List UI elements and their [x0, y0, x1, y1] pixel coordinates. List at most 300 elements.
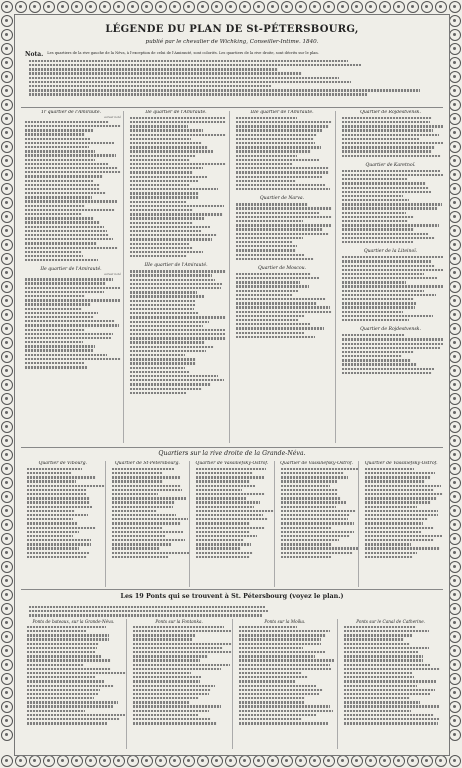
legend-entry [281, 547, 359, 549]
column-heading: Quartier de Rojdestvensk. [360, 110, 421, 115]
legend-entry [344, 689, 435, 691]
legend-entry [112, 493, 158, 495]
column-heading: Quartier de Vassiliefsky-Ostrof. [364, 461, 438, 466]
legend-entry [236, 176, 322, 178]
legend-entry [25, 200, 117, 202]
legend-entry [133, 630, 231, 632]
legend-entry [112, 531, 183, 533]
legend-entry [130, 362, 196, 364]
border-ornament-icon [1, 267, 13, 279]
border-ornament-icon [449, 755, 461, 767]
legend-entry [27, 476, 96, 478]
legend-entry [27, 547, 79, 549]
legend-entry [281, 476, 348, 478]
legend-entry [239, 710, 333, 712]
legend-entry [342, 355, 402, 357]
legend-entry [342, 294, 436, 296]
legend-entry [27, 705, 113, 707]
border-ornament-icon [1, 71, 13, 83]
legend-entry [25, 196, 92, 198]
legend-entry [236, 180, 296, 182]
legend-entry [236, 302, 317, 304]
border-ornament-icon [239, 755, 251, 767]
legend-entry [236, 216, 332, 218]
legend-entry [281, 514, 351, 516]
legend-entry [130, 205, 224, 207]
legend-entry [236, 332, 304, 334]
column-heading: IIIe quartier de l'Amirauté. [144, 263, 208, 269]
legend-entry [112, 480, 163, 482]
border-ornament-icon [449, 71, 461, 83]
column-heading: Quartier de Vassiliefsky-Ostrof. [280, 461, 354, 466]
legend-entry [239, 718, 303, 720]
border-ornament-icon [449, 267, 461, 279]
legend-entry [281, 472, 345, 474]
legend-entry [133, 701, 189, 703]
legend-entry [196, 506, 254, 508]
border-ornament-icon [449, 141, 461, 153]
legend-entry [365, 552, 416, 554]
legend-entry [342, 359, 411, 361]
legend-entry [27, 710, 85, 712]
border-ornament-icon [449, 463, 461, 475]
legend-entry [25, 171, 121, 173]
legend-entry [239, 722, 328, 724]
legend-entry [239, 643, 322, 645]
border-ornament-icon [1, 15, 13, 27]
legend-entry [365, 476, 431, 478]
bridges-column [337, 619, 443, 749]
border-ornament-icon [1, 659, 13, 671]
border-ornament-icon [183, 1, 195, 13]
border-ornament-icon [421, 1, 433, 13]
legend-entry [25, 150, 95, 152]
legend-entry [133, 626, 225, 628]
legend-entry [25, 184, 100, 186]
border-ornament-icon [449, 589, 461, 601]
legend-entry [130, 196, 199, 198]
legend-entry [344, 718, 438, 720]
legend-entry [236, 171, 329, 173]
legend-entry [236, 224, 331, 226]
legend-entry [25, 129, 93, 131]
border-ornament-icon [449, 197, 461, 209]
column-heading: Quartier de Narva. [259, 196, 305, 202]
legend-entry [29, 85, 271, 87]
border-ornament-icon [1, 281, 13, 293]
column-heading: Ponts sur la Moïka. [264, 619, 306, 624]
legend-entry [236, 254, 304, 256]
border-ornament-icon [449, 561, 461, 573]
border-ornament-icon [449, 435, 461, 447]
legend-entry [27, 493, 86, 495]
legend-entry [365, 497, 437, 499]
legend-entry [236, 336, 315, 338]
legend-entry [29, 606, 265, 608]
legend-entry [239, 664, 330, 666]
legend-entry [25, 308, 82, 310]
legend-entry [130, 163, 226, 165]
legend-entry [236, 327, 324, 329]
legend-entry [365, 514, 437, 516]
border-ornament-icon [449, 673, 461, 685]
legend-entry [112, 539, 186, 541]
legend-entry [29, 68, 278, 70]
legend-entry [344, 651, 417, 653]
legend-entry [27, 651, 95, 653]
legend-entry [130, 304, 195, 306]
legend-entry [27, 543, 91, 545]
border-ornament-icon [197, 755, 209, 767]
legend-entry [344, 693, 429, 695]
legend-entry [25, 163, 108, 165]
legend-entry [27, 497, 90, 499]
legend-entry [130, 329, 225, 331]
column-heading: Ponts de bateaux, sur la Grande-Néva. [32, 619, 115, 624]
legend-entry [130, 247, 193, 249]
legend-entry [29, 610, 268, 612]
border-ornament-icon [365, 755, 377, 767]
border-ornament-icon [449, 477, 461, 489]
legend-entry [27, 510, 75, 512]
border-ornament-icon [449, 393, 461, 405]
border-ornament-icon [43, 755, 55, 767]
legend-entry [342, 237, 435, 239]
legend-entry [25, 358, 121, 360]
legend-entry [365, 493, 443, 495]
legend-entry [342, 150, 432, 152]
border-ornament-icon [365, 1, 377, 13]
legend-entry [281, 543, 331, 545]
right-bank-column [358, 461, 443, 587]
notes-text-lines [25, 60, 439, 96]
legend-entry [342, 142, 443, 144]
legend-entry [25, 213, 82, 215]
border-ornament-icon [1, 505, 13, 517]
legend-entry [130, 125, 188, 127]
legend-entry [130, 337, 226, 339]
legend-entry [25, 133, 85, 135]
legend-entry [281, 501, 346, 503]
legend-entry [27, 489, 86, 491]
border-ornament-icon [1, 533, 13, 545]
legend-entry [236, 249, 296, 251]
legend-entry [130, 155, 195, 157]
border-ornament-icon [295, 755, 307, 767]
legend-entry [133, 693, 209, 695]
legend-entry [27, 552, 89, 554]
legend-entry [342, 220, 408, 222]
border-ornament-icon [1, 561, 13, 573]
legend-entry [236, 155, 297, 157]
legend-entry [196, 493, 265, 495]
legend-entry [25, 242, 97, 244]
legend-entry [25, 282, 106, 284]
legend-entry [342, 191, 431, 193]
legend-entry [27, 672, 126, 674]
border-ornament-icon [1, 29, 13, 41]
border-ornament-icon [379, 755, 391, 767]
legend-entry [342, 343, 443, 345]
right-bank-column [105, 461, 190, 587]
legend-entry [130, 201, 186, 203]
legend-entry [25, 125, 121, 127]
legend-entry [112, 485, 181, 487]
legend-entry [130, 379, 224, 381]
legend-entry [25, 259, 98, 261]
legend-entry [130, 142, 202, 144]
border-ornament-icon [393, 1, 405, 13]
legend-entry [130, 134, 226, 136]
legend-entry [344, 634, 412, 636]
legend-entry [25, 247, 118, 249]
legend-entry [133, 668, 221, 670]
legend-entry [25, 278, 113, 280]
legend-entry [133, 689, 212, 691]
legend-entry [196, 497, 245, 499]
legend-entry [342, 273, 424, 275]
legend-entry [25, 303, 91, 305]
legend-entry [29, 614, 262, 616]
border-ornament-icon [1, 603, 13, 615]
legend-entry [130, 291, 197, 293]
border-ornament-icon [99, 1, 111, 13]
legend-entry [342, 212, 406, 214]
legend-entry [344, 664, 430, 666]
legend-entry [196, 543, 251, 545]
legend-entry [281, 522, 354, 524]
border-ornament-icon [1, 197, 13, 209]
legend-entry [27, 647, 97, 649]
border-ornament-icon [421, 755, 433, 767]
legend-entry [112, 489, 182, 491]
legend-entry [130, 251, 203, 253]
legend-entry [27, 522, 77, 524]
legend-entry [27, 685, 114, 687]
legend-entry [236, 212, 319, 214]
legend-entry [236, 237, 303, 239]
legend-entry [130, 159, 190, 161]
legend-entry [236, 273, 311, 275]
border-ornament-icon [43, 1, 55, 13]
border-ornament-icon [1, 1, 13, 13]
border-ornament-icon [155, 1, 167, 13]
legend-entry [281, 485, 331, 487]
notes-block [25, 51, 439, 105]
legend-entry [239, 668, 331, 670]
legend-entry [196, 556, 250, 558]
border-ornament-icon [449, 127, 461, 139]
border-ornament-icon [281, 755, 293, 767]
border-ornament-icon [267, 755, 279, 767]
legend-entry [112, 527, 163, 529]
column-heading: Quartier de St-Pétersbourg. [114, 461, 180, 466]
legend-entry [133, 722, 218, 724]
legend-entry [130, 350, 206, 352]
border-ornament-icon [1, 435, 13, 447]
border-ornament-icon [113, 1, 125, 13]
legend-entry [236, 203, 308, 205]
legend-entry [130, 230, 201, 232]
legend-entry [27, 501, 90, 503]
border-ornament-icon [449, 295, 461, 307]
legend-entry [342, 290, 424, 292]
legend-entry [342, 277, 437, 279]
legend-column-4 [338, 110, 443, 445]
legend-entry [130, 316, 226, 318]
border-ornament-icon [449, 575, 461, 587]
legend-entry [130, 213, 223, 215]
border-ornament-icon [449, 29, 461, 41]
legend-entry [130, 176, 207, 178]
border-ornament-icon [169, 1, 181, 13]
legend-entry [281, 493, 337, 495]
legend-entry [342, 334, 404, 336]
border-ornament-icon [449, 155, 461, 167]
legend-entry [25, 255, 83, 257]
legend-entry [344, 630, 429, 632]
legend-entry [239, 689, 324, 691]
legend-entry [130, 295, 204, 297]
page-subtitle: publié par le chevalier de Wichking, Conseiller-Intime. 1840. [145, 39, 319, 45]
legend-entry [236, 163, 292, 165]
legend-entry [130, 150, 213, 152]
legend-entry [236, 138, 314, 140]
bridges-heading: Les 19 Ponts qui se trouvent à St. Pétersbourg (voyez le plan.) [120, 592, 344, 600]
border-ornament-icon [1, 575, 13, 587]
right-bank-heading: Quartiers sur la rive droite de la Grande-Néva. [158, 450, 306, 457]
legend-entry [27, 506, 92, 508]
document-page [14, 14, 450, 756]
border-ornament-icon [113, 755, 125, 767]
legend-entry [27, 693, 98, 695]
legend-entry [236, 315, 304, 317]
column-note: actuel noté [103, 272, 121, 277]
legend-entry [133, 655, 208, 657]
legend-entry [236, 258, 314, 260]
column-heading: Ponts sur le Canal de Catherine. [356, 619, 426, 624]
legend-entry [27, 722, 107, 724]
border-ornament-icon [169, 755, 181, 767]
border-ornament-icon [1, 85, 13, 97]
legend-entry [365, 531, 421, 533]
legend-entry [27, 472, 71, 474]
border-ornament-icon [1, 701, 13, 713]
legend-entry [342, 260, 431, 262]
legend-entry [112, 535, 166, 537]
border-ornament-icon [1, 309, 13, 321]
legend-entry [130, 234, 217, 236]
legend-entry [236, 150, 311, 152]
legend-entry [342, 138, 419, 140]
border-ornament-icon [449, 631, 461, 643]
border-ornament-icon [85, 755, 97, 767]
border-ornament-icon [71, 1, 83, 13]
legend-entry [25, 337, 111, 339]
legend-column-2 [126, 110, 226, 445]
border-ornament-icon [449, 1, 461, 13]
legend-entry [27, 634, 109, 636]
legend-entry [281, 510, 356, 512]
legend-entry [344, 705, 439, 707]
legend-entry [27, 527, 96, 529]
legend-entry [130, 188, 218, 190]
border-ornament-icon [155, 755, 167, 767]
legend-entry [342, 363, 417, 365]
legend-entry [25, 167, 118, 169]
legend-entry [112, 556, 169, 558]
border-ornament-icon [449, 645, 461, 657]
legend-entry [196, 476, 264, 478]
legend-entry [25, 146, 89, 148]
legend-entry [365, 518, 428, 520]
border-ornament-icon [1, 729, 13, 741]
border-ornament-icon [449, 85, 461, 97]
border-ornament-icon [407, 1, 419, 13]
border-ornament-icon [1, 687, 13, 699]
legend-entry [27, 626, 106, 628]
border-ornament-icon [1, 715, 13, 727]
border-ornament-icon [449, 407, 461, 419]
border-ornament-icon [197, 1, 209, 13]
legend-entry [344, 647, 429, 649]
column-heading: Quartier de Karetnoï. [365, 162, 416, 168]
border-ornament-icon [1, 617, 13, 629]
legend-entry [130, 121, 226, 123]
legend-entry [25, 341, 83, 343]
bridges-column [21, 619, 126, 749]
legend-entry [130, 243, 189, 245]
border-ornament-icon [1, 337, 13, 349]
legend-entry [25, 333, 113, 335]
border-ornament-icon [225, 755, 237, 767]
legend-entry [365, 522, 422, 524]
legend-entry [25, 362, 84, 364]
legend-entry [25, 142, 114, 144]
legend-entry [133, 664, 230, 666]
border-ornament-icon [449, 701, 461, 713]
border-ornament-icon [1, 519, 13, 531]
legend-entry [344, 655, 422, 657]
legend-entry [133, 710, 209, 712]
legend-entry [342, 134, 439, 136]
legend-entry [25, 175, 103, 177]
legend-entry [342, 372, 432, 374]
legend-entry [236, 220, 303, 222]
legend-entry [25, 349, 93, 351]
legend-entry [239, 659, 334, 661]
border-ornament-icon [239, 1, 251, 13]
legend-entry [27, 689, 100, 691]
border-ornament-icon [449, 729, 461, 741]
border-ornament-icon [449, 449, 461, 461]
legend-entry [130, 300, 195, 302]
legend-entry [29, 60, 348, 62]
border-ornament-icon [449, 715, 461, 727]
legend-entry [27, 680, 104, 682]
legend-entry [196, 531, 250, 533]
border-ornament-icon [211, 1, 223, 13]
legend-entry [133, 680, 200, 682]
legend-entry [365, 501, 430, 503]
legend-entry [25, 217, 94, 219]
legend-entry [112, 543, 172, 545]
legend-entry [25, 209, 115, 211]
legend-entry [236, 319, 298, 321]
border-ornament-icon [253, 755, 265, 767]
legend-entry [281, 552, 353, 554]
legend-entry [239, 651, 326, 653]
